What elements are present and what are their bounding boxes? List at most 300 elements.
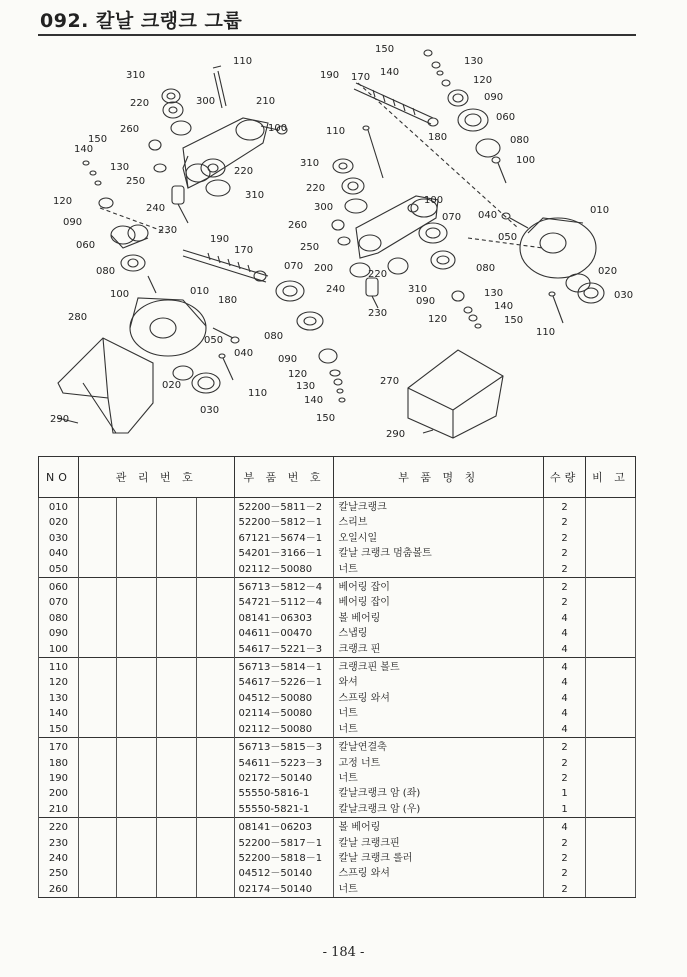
callout-300: 300 [196,96,216,107]
cell-mgmt-2 [116,836,156,851]
cell-mgmt-2 [116,691,156,706]
cell-mgmt-1 [78,756,116,771]
callout-270: 270 [380,376,400,387]
cell-mgmt-1 [78,771,116,786]
header-no: NO [39,457,79,498]
callout-290: 290 [50,414,70,425]
table-row [39,836,636,851]
callout-230b: 230 [368,308,388,319]
cell-part-no: 02174－50140 [234,882,334,898]
callout-070b: 070 [442,212,462,223]
cell-remarks [586,611,636,626]
cell-mgmt-2 [116,818,156,836]
cell-mgmt-4 [196,786,234,801]
callout-110c: 110 [326,126,346,137]
cell-part-no: 04611－00470 [234,626,334,641]
cell-part-name: 크랭크 핀 [334,642,544,658]
cell-part-name: 너트 [334,562,544,578]
callout-140c: 140 [380,67,400,78]
cell-part-name: 너트 [334,722,544,738]
callout-220c: 220 [306,183,326,194]
table-row [39,595,636,610]
cell-mgmt-3 [156,738,196,756]
cell-mgmt-3 [156,802,196,818]
cell-mgmt-1 [78,836,116,851]
cell-remarks [586,706,636,721]
table-row [39,706,636,721]
cell-mgmt-4 [196,851,234,866]
cell-no: 080 [39,611,79,626]
cell-no: 120 [39,675,79,690]
cell-no: 030 [39,531,79,546]
cell-no: 060 [39,578,79,596]
cell-qty: 2 [544,756,586,771]
cell-remarks [586,626,636,641]
cell-mgmt-4 [196,658,234,676]
cell-part-no: 02112－50080 [234,722,334,738]
cell-no: 170 [39,738,79,756]
cell-part-name: 스프링 와셔 [334,691,544,706]
cell-no: 070 [39,595,79,610]
cell-qty: 2 [544,771,586,786]
callout-110d: 110 [536,327,556,338]
callout-220b: 220 [234,166,254,177]
callout-100: 100 [268,123,288,134]
cell-mgmt-1 [78,722,116,738]
cell-mgmt-4 [196,642,234,658]
cell-mgmt-2 [116,882,156,898]
cell-mgmt-3 [156,771,196,786]
table-row [39,675,636,690]
table-row [39,866,636,881]
table-row [39,531,636,546]
cell-mgmt-3 [156,515,196,530]
cell-part-name: 칼날크랭크 [334,498,544,516]
cell-mgmt-4 [196,836,234,851]
cell-mgmt-3 [156,756,196,771]
cell-mgmt-2 [116,756,156,771]
cell-part-no: 55550-5816-1 [234,786,334,801]
cell-mgmt-1 [78,658,116,676]
callout-080c: 080 [510,135,530,146]
cell-mgmt-4 [196,756,234,771]
callout-050b: 050 [498,232,518,243]
cell-remarks [586,546,636,561]
cell-part-no: 04512－50080 [234,691,334,706]
page-title: 092. 칼날 크랭크 그룹 [40,10,243,32]
callout-240b: 240 [326,284,346,295]
callout-140: 140 [74,144,94,155]
cell-no: 110 [39,658,79,676]
header-part-name: 부 품 명 칭 [334,457,544,498]
callout-040b: 040 [478,210,498,221]
cell-part-name: 오일시일 [334,531,544,546]
table-row [39,611,636,626]
cell-part-name: 칼날 크랭크 멈춤볼트 [334,546,544,561]
callout-300b: 300 [314,202,334,213]
cell-mgmt-2 [116,786,156,801]
cell-part-name: 볼 베어링 [334,611,544,626]
header-qty: 수량 [544,457,586,498]
callout-090b: 090 [278,354,298,365]
callout-230: 230 [158,225,178,236]
cell-remarks [586,498,636,516]
cell-no: 100 [39,642,79,658]
callout-130b: 130 [296,381,316,392]
cell-remarks [586,802,636,818]
cell-mgmt-3 [156,611,196,626]
cell-mgmt-2 [116,771,156,786]
cell-remarks [586,515,636,530]
cell-remarks [586,658,636,676]
cell-qty: 2 [544,531,586,546]
callout-010b: 010 [590,205,610,216]
cell-remarks [586,882,636,898]
cell-remarks [586,722,636,738]
table-header-row [39,457,636,498]
callout-210: 210 [256,96,276,107]
cell-remarks [586,851,636,866]
cell-mgmt-1 [78,706,116,721]
parts-table-body [39,498,636,898]
table-row [39,882,636,898]
cell-remarks [586,836,636,851]
cell-qty: 4 [544,611,586,626]
cell-part-no: 54201－3166－1 [234,546,334,561]
cell-mgmt-2 [116,531,156,546]
cell-mgmt-4 [196,515,234,530]
cell-qty: 4 [544,642,586,658]
cell-remarks [586,738,636,756]
cell-no: 130 [39,691,79,706]
cell-part-no: 56713－5812－4 [234,578,334,596]
cell-mgmt-1 [78,611,116,626]
callout-130: 130 [110,162,130,173]
cell-no: 230 [39,836,79,851]
table-row [39,802,636,818]
table-row [39,738,636,756]
cell-part-name: 칼날 크랭크 롤러 [334,851,544,866]
cell-mgmt-2 [116,626,156,641]
cell-mgmt-2 [116,562,156,578]
cell-no: 240 [39,851,79,866]
cell-mgmt-3 [156,866,196,881]
cell-remarks [586,866,636,881]
callout-070: 070 [284,261,304,272]
diagram-svg [38,38,638,453]
cell-no: 200 [39,786,79,801]
cell-mgmt-2 [116,851,156,866]
cell-no: 140 [39,706,79,721]
cell-mgmt-3 [156,595,196,610]
callout-100d: 100 [424,195,444,206]
callout-090c: 090 [484,92,504,103]
cell-mgmt-3 [156,578,196,596]
cell-mgmt-3 [156,658,196,676]
cell-mgmt-2 [116,706,156,721]
cell-mgmt-4 [196,498,234,516]
table-row [39,546,636,561]
cell-mgmt-4 [196,675,234,690]
exploded-parts-diagram [38,38,638,453]
callout-190: 190 [210,234,230,245]
cell-mgmt-1 [78,498,116,516]
cell-mgmt-2 [116,611,156,626]
cell-mgmt-4 [196,882,234,898]
cell-qty: 4 [544,691,586,706]
callout-310d: 310 [408,284,428,295]
callout-120b: 120 [288,369,308,380]
cell-part-name: 너트 [334,771,544,786]
cell-mgmt-1 [78,595,116,610]
cell-qty: 4 [544,706,586,721]
callout-080: 080 [96,266,116,277]
callout-310: 310 [126,70,146,81]
cell-mgmt-3 [156,498,196,516]
cell-part-name: 크랭크핀 볼트 [334,658,544,676]
cell-no: 150 [39,722,79,738]
cell-mgmt-3 [156,882,196,898]
cell-remarks [586,675,636,690]
cell-no: 220 [39,818,79,836]
callout-220d: 220 [368,269,388,280]
cell-part-no: 56713－5815－3 [234,738,334,756]
cell-mgmt-3 [156,546,196,561]
cell-mgmt-3 [156,818,196,836]
cell-mgmt-2 [116,722,156,738]
callout-260: 260 [120,124,140,135]
cell-qty: 1 [544,802,586,818]
cell-part-name: 스프링 와셔 [334,866,544,881]
table-row [39,498,636,516]
callout-120: 120 [53,196,73,207]
header-remarks: 비 고 [586,457,636,498]
header-part-no: 부 품 번 호 [234,457,334,498]
cell-mgmt-4 [196,771,234,786]
cell-part-no: 52200－5817－1 [234,836,334,851]
cell-part-name: 너트 [334,882,544,898]
cell-mgmt-2 [116,578,156,596]
page-number: - 184 - [322,945,365,960]
callout-310b: 310 [245,190,265,201]
cell-mgmt-2 [116,595,156,610]
cell-qty: 2 [544,882,586,898]
callout-020b: 020 [598,266,618,277]
callout-030: 030 [200,405,220,416]
title-rule [38,34,636,36]
cell-mgmt-4 [196,546,234,561]
table-row [39,562,636,578]
callout-050: 050 [204,335,224,346]
cell-mgmt-3 [156,642,196,658]
cell-mgmt-1 [78,851,116,866]
cell-part-name: 베어링 잡이 [334,578,544,596]
callout-150: 150 [88,134,108,145]
callout-080d: 080 [476,263,496,274]
cell-qty: 2 [544,562,586,578]
cell-no: 090 [39,626,79,641]
cell-mgmt-3 [156,531,196,546]
cell-part-no: 52200－5812－1 [234,515,334,530]
cell-mgmt-4 [196,802,234,818]
cell-mgmt-3 [156,851,196,866]
table-row [39,515,636,530]
cell-part-no: 08141－06203 [234,818,334,836]
cell-mgmt-1 [78,786,116,801]
cell-mgmt-4 [196,738,234,756]
cell-remarks [586,595,636,610]
cell-mgmt-2 [116,675,156,690]
cell-qty: 2 [544,578,586,596]
callout-180: 180 [218,295,238,306]
cell-mgmt-3 [156,836,196,851]
cell-part-no: 04512－50140 [234,866,334,881]
cell-part-no: 54721－5112－4 [234,595,334,610]
callout-170b: 170 [351,72,371,83]
cell-qty: 2 [544,738,586,756]
callout-120d: 120 [428,314,448,325]
callout-140b: 140 [304,395,324,406]
cell-remarks [586,642,636,658]
cell-remarks [586,756,636,771]
callout-280: 280 [68,312,88,323]
table-row [39,691,636,706]
callout-150b: 150 [316,413,336,424]
cell-no: 260 [39,882,79,898]
cell-remarks [586,786,636,801]
cell-part-no: 52200－5818－1 [234,851,334,866]
cell-mgmt-1 [78,546,116,561]
cell-mgmt-4 [196,562,234,578]
cell-qty: 4 [544,658,586,676]
cell-qty: 4 [544,626,586,641]
callout-150c: 150 [375,44,395,55]
cell-no: 040 [39,546,79,561]
cell-no: 180 [39,756,79,771]
cell-part-no: 54611－5223－3 [234,756,334,771]
callout-080b: 080 [264,331,284,342]
cell-part-name: 볼 베어링 [334,818,544,836]
callout-090d: 090 [416,296,436,307]
cell-mgmt-1 [78,531,116,546]
cell-mgmt-1 [78,866,116,881]
cell-mgmt-4 [196,578,234,596]
cell-mgmt-2 [116,515,156,530]
cell-part-no: 54617－5226－1 [234,675,334,690]
callout-200: 200 [314,263,334,274]
header-mgmt-no: 관 리 번 호 [78,457,234,498]
callout-110: 110 [233,56,253,67]
cell-qty: 2 [544,515,586,530]
cell-qty: 2 [544,866,586,881]
cell-mgmt-1 [78,562,116,578]
table-row [39,722,636,738]
callout-220: 220 [130,98,150,109]
cell-no: 010 [39,498,79,516]
callout-060: 060 [76,240,96,251]
cell-mgmt-1 [78,818,116,836]
cell-mgmt-4 [196,626,234,641]
cell-mgmt-3 [156,722,196,738]
callout-130d: 130 [484,288,504,299]
callout-180b: 180 [428,132,448,143]
callout-130c: 130 [464,56,484,67]
cell-qty: 2 [544,851,586,866]
cell-mgmt-2 [116,658,156,676]
cell-part-name: 스냅링 [334,626,544,641]
cell-qty: 4 [544,675,586,690]
callout-150d: 150 [504,315,524,326]
cell-remarks [586,578,636,596]
cell-no: 050 [39,562,79,578]
table-row [39,658,636,676]
cell-qty: 1 [544,786,586,801]
cell-part-name: 칼날크랭크 암 (좌) [334,786,544,801]
cell-mgmt-4 [196,722,234,738]
cell-mgmt-3 [156,786,196,801]
cell-mgmt-1 [78,578,116,596]
cell-part-name: 너트 [334,706,544,721]
callout-020: 020 [162,380,182,391]
cell-mgmt-3 [156,562,196,578]
callout-060b: 060 [496,112,516,123]
table-row [39,851,636,866]
cell-no: 190 [39,771,79,786]
cell-mgmt-4 [196,818,234,836]
cell-mgmt-1 [78,626,116,641]
cell-part-name: 와셔 [334,675,544,690]
cell-mgmt-3 [156,706,196,721]
cell-part-no: 54617－5221－3 [234,642,334,658]
table-row [39,642,636,658]
table-row [39,771,636,786]
cell-qty: 2 [544,836,586,851]
callout-170: 170 [234,245,254,256]
table-row [39,756,636,771]
cell-mgmt-2 [116,642,156,658]
cell-no: 210 [39,802,79,818]
cell-part-no: 55550-5821-1 [234,802,334,818]
cell-mgmt-2 [116,498,156,516]
cell-part-no: 56713－5814－1 [234,658,334,676]
cell-mgmt-2 [116,546,156,561]
cell-remarks [586,818,636,836]
cell-mgmt-1 [78,515,116,530]
cell-part-name: 칼날크랭크 암 (우) [334,802,544,818]
cell-part-no: 08141－06303 [234,611,334,626]
cell-qty: 4 [544,818,586,836]
cell-remarks [586,691,636,706]
callout-290b: 290 [386,429,406,440]
callout-260b: 260 [288,220,308,231]
cell-qty: 2 [544,595,586,610]
cell-part-name: 스리브 [334,515,544,530]
callout-040: 040 [234,348,254,359]
table-row [39,818,636,836]
cell-mgmt-4 [196,611,234,626]
cell-remarks [586,531,636,546]
parts-table [38,456,636,898]
callout-100b: 100 [110,289,130,300]
cell-mgmt-4 [196,866,234,881]
callout-100c: 100 [516,155,536,166]
cell-qty: 4 [544,722,586,738]
cell-mgmt-1 [78,802,116,818]
cell-mgmt-1 [78,691,116,706]
cell-qty: 2 [544,546,586,561]
callout-110b: 110 [248,388,268,399]
cell-remarks [586,771,636,786]
